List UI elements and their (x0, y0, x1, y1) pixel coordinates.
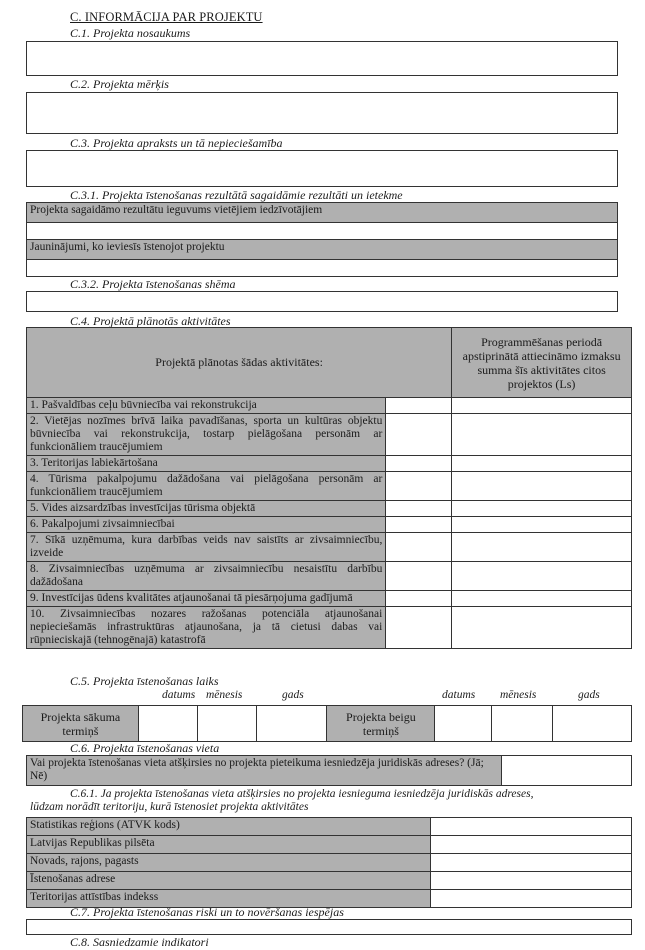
implementation-scheme-field[interactable] (26, 291, 618, 312)
end-term-label: Projekta beigu termiņš (327, 706, 435, 742)
activity-9-amount[interactable] (452, 591, 632, 607)
activity-5-amount[interactable] (452, 501, 632, 517)
start-year-field[interactable] (256, 706, 327, 742)
c3-label: C.3. Projekta apraksts un tā nepieciešamība (70, 136, 283, 150)
activity-row-1: 1. Pašvaldības ceļu būvniecība vai rekonstrukcija (27, 398, 386, 414)
end-day-label: datums (442, 689, 476, 701)
results-table (26, 202, 618, 277)
activity-row-6: 6. Pakalpojumi zivsaimniecībai (27, 517, 386, 533)
start-term-label: Projekta sākuma termiņš (23, 706, 139, 742)
activity-3-mark[interactable] (386, 456, 452, 472)
start-year-label: gads (282, 689, 304, 701)
section-title: C. INFORMĀCIJA PAR PROJEKTU (70, 10, 263, 24)
activities-table (26, 327, 632, 649)
activity-2-mark[interactable] (386, 414, 452, 456)
city-label: Latvijas Republikas pilsēta (27, 836, 431, 854)
municipality-label: Novads, rajons, pagasts (27, 854, 431, 872)
activity-row-10: 10. Zivsaimniecības nozares ražošanas potenciāla atjaunošanai nepieciešamās infrastruktūras atjaunošana, ja tā cietusi dabas vai rūpnieciskajā (tehnogēnajā) katastrofā (27, 607, 386, 649)
c2-label: C.2. Projekta mērķis (70, 77, 169, 91)
results-benefit-label: Projekta sagaidāmo rezultātu ieguvums vietējiem iedzīvotājiem (27, 203, 618, 223)
implementation-address-label: Īstenošanas adrese (27, 872, 431, 890)
risks-field[interactable] (26, 919, 632, 935)
c61-label (30, 788, 630, 814)
results-innovation-label: Jauninājumi, ko ieviesīs īstenojot projektu (27, 240, 618, 260)
c31-label: C.3.1. Projekta īstenošanas rezultātā sagaidāmie rezultāti un ietekme (70, 188, 403, 202)
results-benefit-field[interactable] (27, 223, 618, 240)
activity-4-amount[interactable] (452, 472, 632, 501)
activity-1-mark[interactable] (386, 398, 452, 414)
activity-6-amount[interactable] (452, 517, 632, 533)
activity-row-5: 5. Vides aizsardzības investīcijas tūrisma objektā (27, 501, 386, 517)
end-day-field[interactable] (435, 706, 492, 742)
activity-7-amount[interactable] (452, 533, 632, 562)
start-month-label: mēnesis (206, 689, 243, 701)
c6-label: C.6. Projekta īstenošanas vieta (70, 741, 220, 755)
results-innovation-field[interactable] (27, 260, 618, 277)
project-description-field[interactable] (26, 150, 618, 187)
c7-label: C.7. Projekta īstenošanas riski un to novēršanas iespējas (70, 905, 344, 919)
project-goal-field[interactable] (26, 92, 618, 134)
c8-label: C.8. Sasniedzamie indikatori (70, 935, 209, 949)
date-labels-row (0, 689, 645, 705)
activity-4-mark[interactable] (386, 472, 452, 501)
municipality-field[interactable] (431, 854, 632, 872)
activity-5-mark[interactable] (386, 501, 452, 517)
c61-label-line1: C.6.1. Ja projekta īstenošanas vieta atšķirsies no projekta iesnieguma iesniedzēja juridiskās adreses, (70, 788, 534, 800)
end-year-label: gads (578, 689, 600, 701)
end-year-field[interactable] (553, 706, 632, 742)
timeline-table (22, 705, 632, 742)
location-details-table (26, 817, 632, 908)
development-index-field[interactable] (431, 890, 632, 908)
start-month-field[interactable] (197, 706, 256, 742)
c1-label: C.1. Projekta nosaukums (70, 26, 191, 40)
activity-row-7: 7. Sīkā uzņēmuma, kura darbības veids nav saistīts ar zivsaimniecību, izveide (27, 533, 386, 562)
start-day-field[interactable] (138, 706, 197, 742)
development-index-label: Teritorijas attīstības indekss (27, 890, 431, 908)
activities-header-right: Programmēšanas periodā apstiprinātā attiecināmo izmaksu summa šīs aktivitātes citos projektos (Ls) (452, 328, 632, 398)
activity-2-amount[interactable] (452, 414, 632, 456)
end-month-field[interactable] (492, 706, 553, 742)
c5-label: C.5. Projekta īstenošanas laiks (70, 674, 219, 688)
activity-7-mark[interactable] (386, 533, 452, 562)
location-differs-answer[interactable] (502, 756, 632, 786)
activity-1-amount[interactable] (452, 398, 632, 414)
activity-9-mark[interactable] (386, 591, 452, 607)
activity-row-3: 3. Teritorijas labiekārtošana (27, 456, 386, 472)
start-day-label: datums (162, 689, 196, 701)
statistics-region-label: Statistikas reģions (ATVK kods) (27, 818, 431, 836)
activity-10-amount[interactable] (452, 607, 632, 649)
statistics-region-field[interactable] (431, 818, 632, 836)
city-field[interactable] (431, 836, 632, 854)
activity-10-mark[interactable] (386, 607, 452, 649)
activity-8-mark[interactable] (386, 562, 452, 591)
implementation-address-field[interactable] (431, 872, 632, 890)
location-question-table (26, 755, 632, 786)
location-differs-question: Vai projekta īstenošanas vieta atšķirsies no projekta pieteikuma iesniedzēja juridiskās adreses? (Jā; Nē) (27, 756, 502, 786)
c32-label: C.3.2. Projekta īstenošanas shēma (70, 277, 236, 291)
activity-row-9: 9. Investīcijas ūdens kvalitātes atjaunošanai tā piesārņojuma gadījumā (27, 591, 386, 607)
activity-row-4: 4. Tūrisma pakalpojumu dažādošana vai pielāgošana personām ar funkcionāliem traucējumiem (27, 472, 386, 501)
activity-row-2: 2. Vietējas nozīmes brīvā laika pavadīšanas, sporta un kultūras objektu būvniecība vai rekonstrukcija, tostarp pielāgošana personām ar funkcionāliem traucējumiem (27, 414, 386, 456)
activity-row-8: 8. Zivsaimniecības uzņēmuma ar zivsaimniecību nesaistītu darbību dažādošana (27, 562, 386, 591)
c61-label-line2: lūdzam norādīt teritoriju, kurā īstenosiet projekta aktivitātes (30, 801, 309, 813)
c4-label: C.4. Projektā plānotās aktivitātes (70, 314, 231, 328)
end-month-label: mēnesis (500, 689, 537, 701)
project-name-field[interactable] (26, 41, 618, 76)
activity-3-amount[interactable] (452, 456, 632, 472)
activity-8-amount[interactable] (452, 562, 632, 591)
activity-6-mark[interactable] (386, 517, 452, 533)
activities-header-left: Projektā plānotas šādas aktivitātes: (27, 328, 452, 398)
